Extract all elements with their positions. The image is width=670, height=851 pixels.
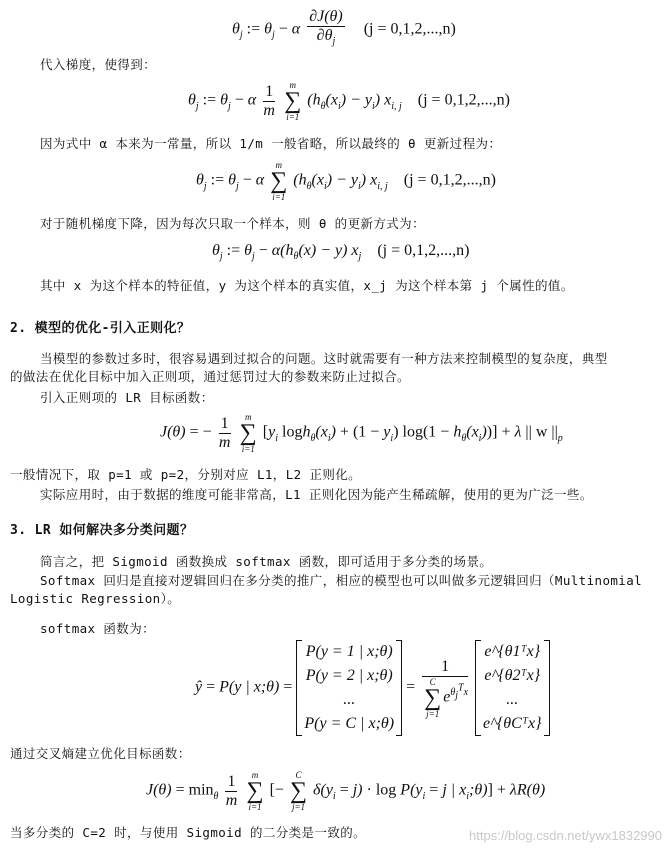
paragraph-sgd-note: 对于随机梯度下降，因为每次只取一个样本，则 θ 的更新方式为： xyxy=(40,216,425,231)
eq3-range: (j = 0,1,2,...,n) xyxy=(403,171,496,189)
eq1-range: (j = 0,1,2,...,n) xyxy=(363,20,456,38)
exp-row: e^{θ2ᵀx} xyxy=(484,667,541,684)
matrix-row: P(y = 1 | x;θ) xyxy=(305,643,393,660)
paragraph-s2-l1-note: 实际应用时，由于数据的维度可能非常高，L1 正则化因为能产生稀疏解，使用的更为广泛一些。 xyxy=(40,487,593,502)
paragraph-s3-cross-entropy: 通过交叉熵建立优化目标函数： xyxy=(10,746,191,761)
paragraph-s2-line1: 当模型的参数过多时，很容易遇到过拟合的问题。这时就需要有一种方法来控制模型的复杂度，典型 xyxy=(40,351,608,366)
equation-regularized-objective: J(θ) = − $\frac{1}{m}$ m ∑ i=1 [$y_i$ $\log h_\theta(x_i) + (1 - y_i) \log(1 - h_\theta(x_i))] + \lambda$ || w $||_p$ xyxy=(160,412,563,454)
exp-row: e^{θCᵀx} xyxy=(483,715,542,732)
matrix-row: ... xyxy=(343,691,356,708)
equation-cross-entropy: $J(\theta) = \min_\theta$ $\frac{1}{m}$ m ∑ i=1 [− C ∑ j=1 $\delta(y_i = j) \cdot \log P(y_i = j$ | $x_i;\theta)] + \lambda R(\theta)$ xyxy=(146,770,546,812)
section-3-title: 3. LR 如何解决多分类问题？ xyxy=(10,523,194,538)
paragraph-s2-line2: 的做法在优化目标中加入正则项，通过惩罚过大的参数来防止过拟合。 xyxy=(10,369,410,384)
softmax-prob-matrix xyxy=(296,640,402,736)
paragraph-sub-gradient: 代入梯度，使得到： xyxy=(40,57,157,72)
matrix-row: P(y = 2 | x;θ) xyxy=(305,667,393,684)
paragraph-s3-softmax-line2: Logistic Regression）。 xyxy=(10,591,181,606)
paragraph-s2-lr-objective: 引入正则项的 LR 目标函数： xyxy=(40,390,214,405)
equation-sgd-update: $\theta_j$ := $\theta_j - \alpha(h_\theta(x) - y)$ $x_j$ (j = 0,1,2,...,n) xyxy=(212,242,470,263)
equation-batch-update: $\theta_j$ := $\theta_j - \alpha$ $\frac{1}{m}$ m ∑ i=1 $(h_\theta(x_i) - y_i)$ $x_{i, j}$ (j = 0,1,2,...,n) xyxy=(188,80,510,122)
exp-row: ... xyxy=(506,691,519,708)
paragraph-s2-p-values: 一般情况下，取 p=1 或 p=2，分别对应 L1，L2 正则化。 xyxy=(10,467,362,482)
eq2-range: (j = 0,1,2,...,n) xyxy=(417,91,510,109)
section-2-title: 2. 模型的优化-引入正则化？ xyxy=(10,321,191,336)
eq4-range: (j = 0,1,2,...,n) xyxy=(377,242,470,259)
softmax-exp-matrix xyxy=(475,640,549,736)
paragraph-s3-softmax-label: softmax 函数为： xyxy=(40,621,156,636)
paragraph-x-note: 其中 x 为这个样本的特征值，y 为这个样本的真实值，x_j 为这个样本第 j 个属性的值。 xyxy=(40,278,574,293)
exp-row: e^{θ1ᵀx} xyxy=(484,643,541,660)
paragraph-s3-softmax-line1: Softmax 回归是直接对逻辑回归在多分类的推广，相应的模型也可以叫做多元逻辑回归（Multinomial xyxy=(40,573,643,588)
paragraph-alpha-note: 因为式中 α 本来为一常量，所以 1/m 一般省略，所以最终的 θ 更新过程为： xyxy=(40,136,502,151)
equation-softmax: ŷ = P(y | x;θ) = P(y = 1 | x;θ) P(y = 2 | x;θ) ... P(y = C | x;θ) = 1 C ∑ j=1 $e^{\theta_j^Tx}$ e^{θ1ᵀx} e^{θ2ᵀx} ... e^{θCᵀx} xyxy=(195,640,550,736)
equation-final-update: $\theta_j$ := $\theta_j - \alpha$ m ∑ i=1 $(h_\theta(x_i) - y_i)$ $x_{i, j}$ (j = 0,1,2,...,n) xyxy=(196,160,496,202)
paragraph-s3-summary: 简言之，把 Sigmoid 函数换成 softmax 函数，即可适用于多分类的场景。 xyxy=(40,554,493,569)
equation-update-rule: $\theta_j$ := $\theta_j - \alpha$ $\frac{\partial J(\theta)}{\partial\theta_j}$ (j = 0,1,2,...,n) xyxy=(232,8,456,48)
matrix-row: P(y = C | x;θ) xyxy=(304,715,395,732)
watermark: https://blog.csdn.net/ywx1832990 xyxy=(469,828,662,843)
paragraph-s3-binary: 当多分类的 C=2 时，与使用 Sigmoid 的二分类是一致的。 xyxy=(10,825,367,840)
